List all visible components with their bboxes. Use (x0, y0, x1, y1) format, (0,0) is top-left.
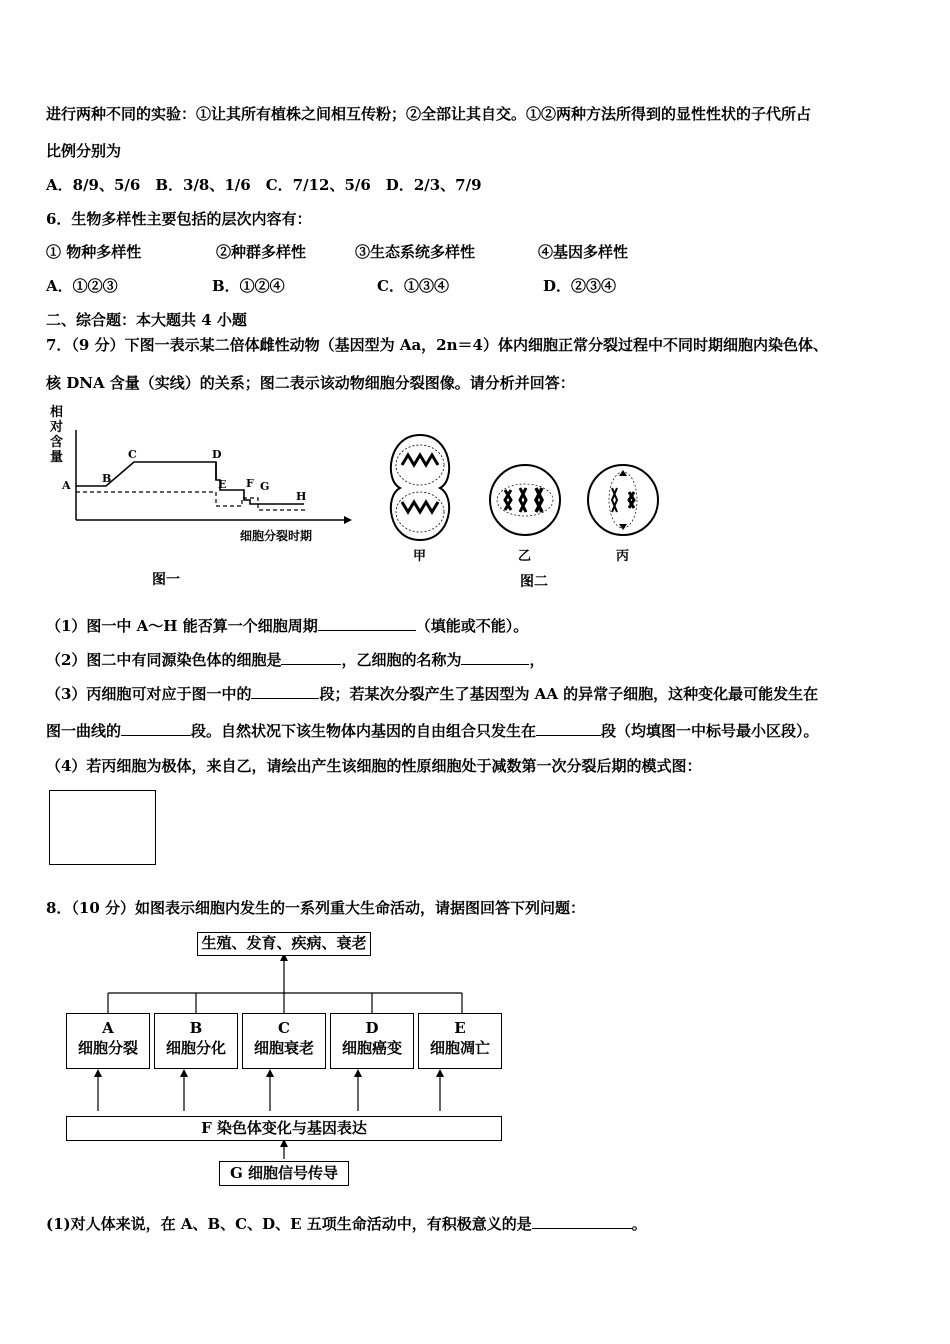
q6-item-3: ③生态系统多样性 (355, 243, 476, 261)
flow-box-a (66, 1013, 150, 1069)
q7-sub3-line1 (46, 683, 818, 704)
fig1-ylabel-2: 对 (50, 420, 64, 435)
fig1-label-a: A (62, 479, 71, 492)
flow-box-b-label: 细胞分化 (165, 1039, 226, 1057)
q7-sub3-text-e: 段（均填图一中标号最小区段）。 (601, 722, 819, 740)
q7-sub2-blank-1[interactable] (281, 650, 341, 665)
q7-sub1-blank[interactable] (318, 616, 416, 631)
flow-box-c-letter: C (278, 1019, 290, 1037)
q7-sub2-text-a: （2）图二中有同源染色体的细胞是 (46, 651, 282, 669)
fig1-label-c: C (128, 448, 137, 461)
fig1-x-arrow (344, 516, 352, 524)
drawing-answer-box[interactable] (49, 790, 156, 865)
cell-jia (391, 435, 449, 540)
q5-options: A．8/9、5/6 B．3/8、1/6 C．7/12、5/6 D．2/3、7/9 (46, 176, 482, 194)
q6-item-2: ②种群多样性 (216, 243, 307, 261)
fig1-ylabel-3: 含 (50, 435, 64, 450)
fig1-label-e: E (218, 478, 227, 491)
q7-stem-1: 7．（9 分）下图一表示某二倍体雌性动物（基因型为 Aa，2n＝4）体内细胞正常分裂过程中不同时期细胞内染色体、 (46, 336, 828, 354)
q6-option-c: C．①③④ (377, 277, 449, 295)
fig1-ylabel-1: 相 (50, 405, 64, 420)
q8-sub1-blank[interactable] (532, 1214, 632, 1229)
flow-box-g: G 细胞信号传导 (219, 1161, 349, 1186)
q7-sub3-blank-2[interactable] (121, 721, 191, 736)
flow-box-b (154, 1013, 238, 1069)
q6-stem: 6．生物多样性主要包括的层次内容有： (46, 210, 312, 228)
q5-line2: 比例分别为 (46, 142, 122, 160)
cell-bing (588, 465, 658, 535)
fig1-chromosome-line (76, 492, 306, 510)
q7-sub3-blank-3[interactable] (536, 721, 601, 736)
flow-box-d-letter: D (365, 1019, 379, 1037)
q8-sub1-text-b: 。 (631, 1215, 647, 1233)
q8-stem: 8．（10 分）如图表示细胞内发生的一系列重大生命活动，请据图回答下列问题： (46, 899, 586, 917)
q7-sub3-text-c: 图一曲线的 (46, 722, 122, 740)
q6-option-d: D．②③④ (543, 277, 617, 295)
fig1-ylabel-4: 量 (50, 450, 64, 465)
fig1-label-f: F (246, 477, 254, 490)
q6-option-a: A．①②③ (46, 277, 118, 295)
q7-stem-2: 核 DNA 含量（实线）的关系；图二表示该动物细胞分裂图像。请分析并回答： (46, 374, 575, 392)
q7-sub3-text-a: （3）丙细胞可对应于图一中的 (46, 685, 252, 703)
figure-2-cells (380, 430, 670, 595)
flow-box-e-letter: E (454, 1019, 466, 1037)
q7-sub3-line2 (46, 720, 819, 741)
flow-box-e (418, 1013, 502, 1069)
flow-box-d-label: 细胞癌变 (341, 1039, 402, 1057)
q7-sub2-text-b: ，乙细胞的名称为 (341, 651, 462, 669)
section-heading: 二、综合题：本大题共 4 小题 (46, 311, 247, 329)
q7-sub1 (46, 615, 528, 636)
q7-sub1-text-a: （1）图一中 A～H 能否算一个细胞周期 (46, 617, 318, 635)
fig1-caption: 图一 (152, 572, 180, 588)
q7-sub2-blank-2[interactable] (461, 650, 529, 665)
flow-box-d (330, 1013, 414, 1069)
q7-sub1-text-b: （填能或不能）。 (415, 617, 529, 635)
flow-box-a-letter: A (102, 1019, 114, 1037)
cell-bing-label: 丙 (616, 549, 630, 564)
q6-item-4: ④基因多样性 (538, 243, 629, 261)
q5-line1: 进行两种不同的实验：①让其所有植株之间相互传粉；②全部让其自交。①②两种方法所得到的显性性状的子代所占 (46, 105, 812, 123)
cell-yi-label: 乙 (518, 549, 532, 564)
cell-jia-label: 甲 (413, 549, 427, 564)
fig2-caption: 图二 (520, 574, 548, 590)
flow-box-a-label: 细胞分裂 (77, 1039, 138, 1057)
flow-box-b-letter: B (189, 1019, 203, 1037)
fig1-label-d: D (212, 448, 222, 461)
q6-item-1: ① 物种多样性 (46, 243, 142, 261)
q8-sub1 (46, 1213, 647, 1234)
q7-sub3-text-b: 段；若某次分裂产生了基因型为 AA 的异常子细胞，这种变化最可能发生在 (319, 685, 819, 703)
cell-yi (490, 465, 560, 535)
q7-sub3-text-d: 段。自然状况下该生物体内基因的自由组合只发生在 (191, 722, 537, 740)
figure-1-graph (44, 400, 364, 595)
fig1-label-h: H (296, 490, 307, 503)
q7-sub2-text-c: ， (529, 651, 545, 669)
flow-box-c (242, 1013, 326, 1069)
fig1-label-g: G (260, 480, 270, 493)
q6-option-b: B．①②④ (212, 277, 285, 295)
q7-sub2 (46, 649, 544, 670)
flow-top-box: 生殖、发育、疾病、衰老 (197, 932, 371, 956)
flow-box-f: F 染色体变化与基因表达 (66, 1116, 502, 1141)
flow-box-e-label: 细胞凋亡 (429, 1039, 490, 1057)
fig1-label-b: B (102, 472, 112, 485)
fig1-xlabel: 细胞分裂时期 (240, 529, 313, 543)
q8-sub1-text-a: (1)对人体来说，在 A、B、C、D、E 五项生命活动中，有积极意义的是 (46, 1215, 532, 1233)
flow-box-c-label: 细胞衰老 (253, 1039, 314, 1057)
q7-sub4: （4）若丙细胞为极体，来自乙，请绘出产生该细胞的性原细胞处于减数第一次分裂后期的模式图： (46, 757, 702, 775)
q7-sub3-blank-1[interactable] (251, 684, 319, 699)
